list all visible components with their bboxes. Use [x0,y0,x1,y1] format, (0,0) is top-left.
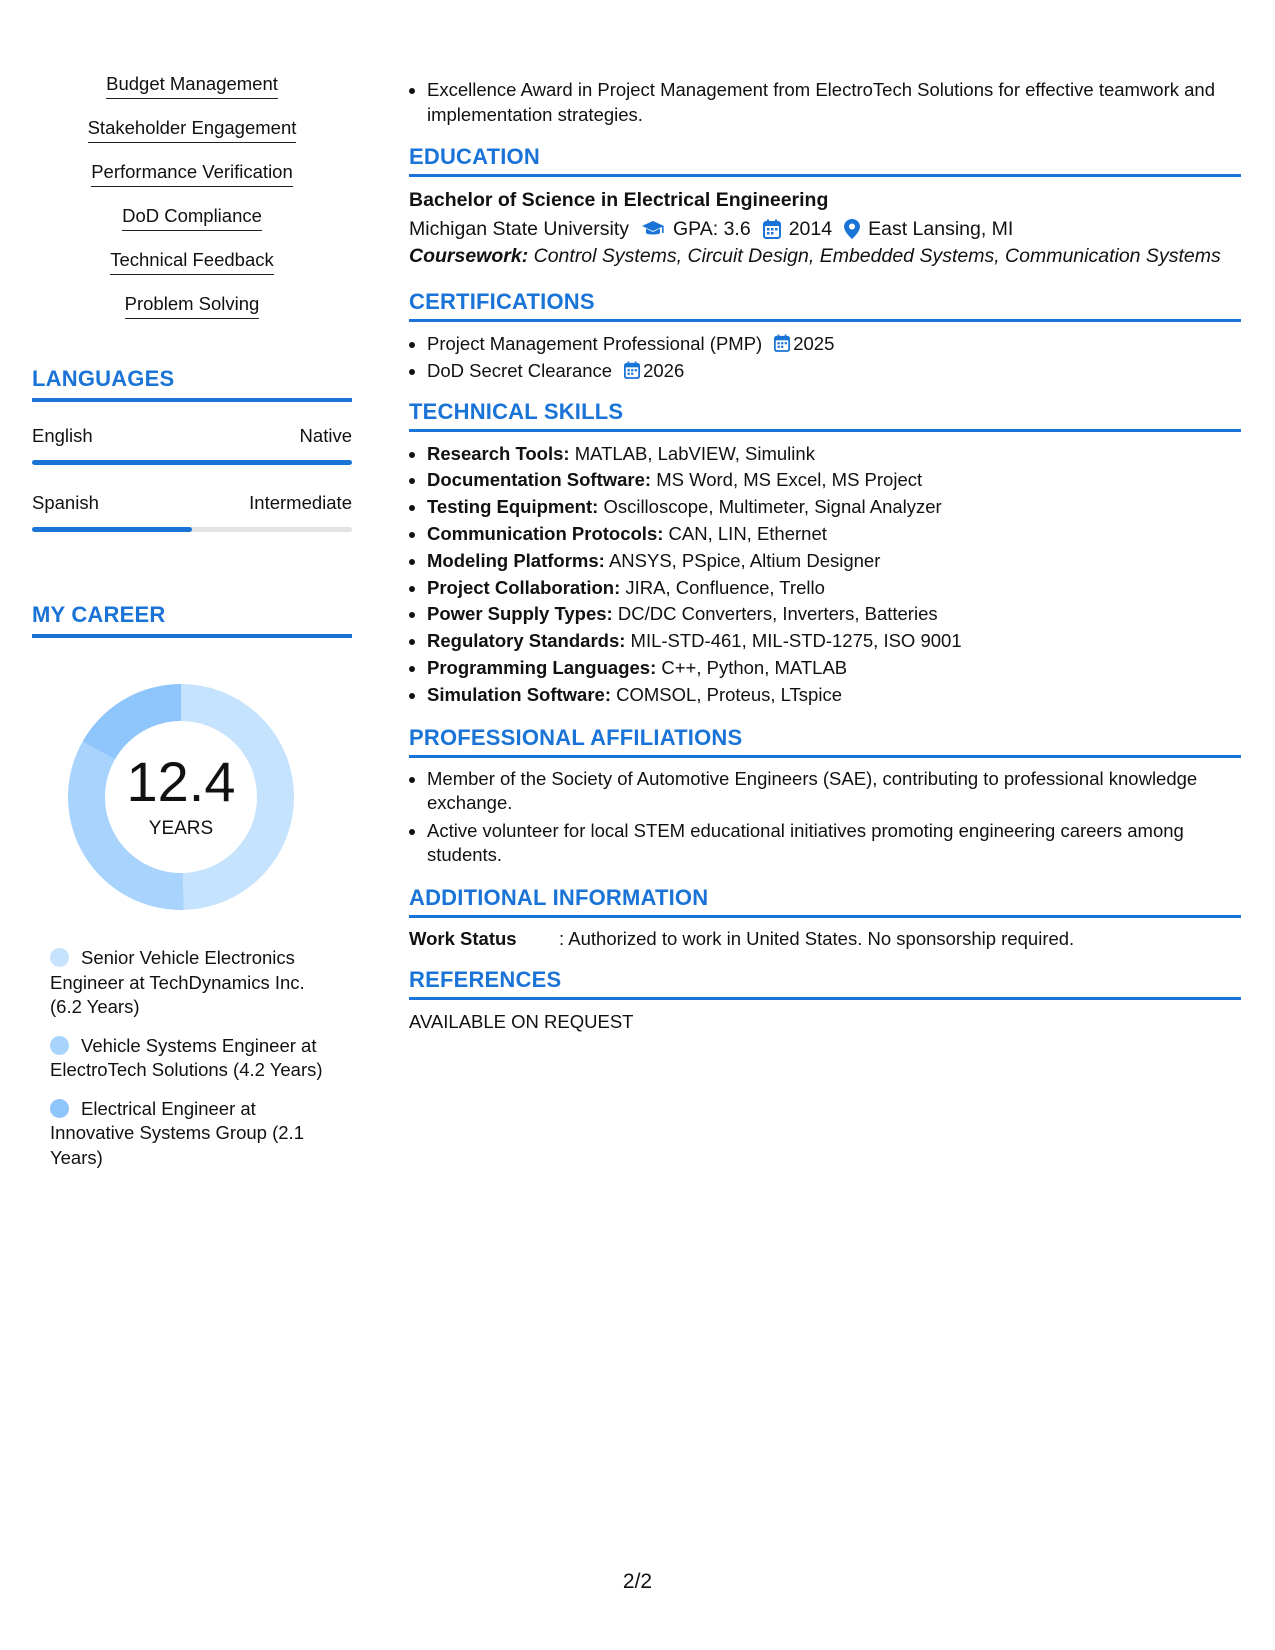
school-name: Michigan State University [409,218,630,240]
affiliations-heading: PROFESSIONAL AFFILIATIONS [409,725,1241,758]
technical-skill-item [427,575,1241,602]
career-donut-center [66,682,296,912]
certifications-heading: CERTIFICATIONS [409,289,1241,322]
education-heading: EDUCATION [409,144,1241,177]
map-pin-icon [844,219,860,239]
technical-skill-item [427,628,1241,655]
skill-label: Programming Languages: [427,656,657,678]
language-bar [32,460,352,465]
left-column [32,72,352,1184]
legend-dot [50,1099,69,1118]
certification-item [427,331,1241,358]
legend-dot [50,948,69,967]
skill-label: Testing Equipment: [427,496,599,518]
career-legend-item [50,1034,340,1083]
skill-value: COMSOL, Proteus, LTspice [616,683,842,705]
certification-year: 2026 [643,359,685,381]
language-bar-fill [32,527,192,532]
language-bar-fill [32,460,352,465]
certification-name: DoD Secret Clearance [427,359,613,381]
technical-skill-item [427,682,1241,709]
language-name: Spanish [32,492,99,513]
graduation-cap-icon [641,219,665,239]
legend-dot [50,1036,69,1055]
coursework [409,244,1241,268]
career-legend-item [50,946,340,1020]
career-legend-text: Senior Vehicle Electronics Engineer at TechDynamics Inc. (6.2 Years) [50,947,305,1017]
certifications-section [409,289,1241,385]
calendar-icon [624,361,640,379]
technical-skills-section [409,399,1241,709]
languages-heading: LANGUAGES [32,366,352,402]
skill-label: Simulation Software: [427,683,611,705]
career-unit: YEARS [148,818,214,839]
additional-info-heading: ADDITIONAL INFORMATION [409,885,1241,918]
skill-value: MIL-STD-461, MIL-STD-1275, ISO 9001 [630,630,962,652]
affiliations-list [409,767,1241,868]
education-section [409,144,1241,268]
technical-skills-list [409,441,1241,709]
career-legend [32,946,340,1170]
career-legend-text: Electrical Engineer at Innovative Systems Group (2.1 Years) [50,1097,304,1168]
page-number: 2/2 [622,1570,653,1593]
skill-value: MATLAB, LabVIEW, Simulink [574,442,815,464]
career-donut [66,682,296,912]
skill-label: Modeling Platforms: [427,549,605,571]
certification-name: Project Management Professional (PMP) [427,333,763,354]
skill-label: Communication Protocols: [427,522,664,544]
awards-list [409,78,1241,127]
calendar-icon [763,219,781,239]
language-level: Intermediate [249,492,352,513]
technical-skill-item [427,467,1241,494]
work-status-row [409,927,1241,951]
school-location: East Lansing, MI [868,218,1014,240]
award-item: • Excellence Award in Project Management from ElectroTech Solutions for effective teamwork and implementation strategies. [427,78,1241,127]
work-status-label: Work Status [409,927,517,949]
education-details [409,214,1241,244]
skill-item: Budget Management [106,72,278,99]
skill-label: Regulatory Standards: [427,630,626,652]
skill-label: Project Collaboration: [427,576,621,598]
technical-skill-item [427,601,1241,628]
affiliations-section [409,725,1241,868]
language-entry [32,424,352,465]
skill-value: CAN, LIN, Ethernet [668,522,827,544]
skill-value: Oscilloscope, Multimeter, Signal Analyzer [603,496,942,518]
additional-info-section [409,885,1241,951]
skill-value: C++, Python, MATLAB [661,656,848,678]
technical-skill-item [427,655,1241,682]
skill-label: Power Supply Types: [427,603,613,625]
certifications-list [409,331,1241,385]
career-legend-text: Vehicle Systems Engineer at ElectroTech Solutions (4.2 Years) [50,1034,323,1080]
calendar-icon [774,334,790,352]
certification-item [427,358,1241,385]
gpa: GPA: 3.6 [673,218,751,240]
skill-label: Documentation Software: [427,469,652,491]
skill-item: Performance Verification [91,160,293,187]
language-level: Native [299,425,352,446]
skill-item: Stakeholder Engagement [88,116,297,143]
degree-title: Bachelor of Science in Electrical Engineering [409,189,829,211]
skill-value: MS Word, MS Excel, MS Project [656,469,923,491]
career-heading: MY CAREER [32,602,352,638]
languages-section [32,366,352,532]
references-heading: REFERENCES [409,967,1241,1000]
certification-year: 2025 [793,333,835,354]
technical-skill-item [427,521,1241,548]
references-text: AVAILABLE ON REQUEST [409,1010,634,1032]
language-name: English [32,425,93,446]
technical-skill-item [427,494,1241,521]
coursework-list: Control Systems, Circuit Design, Embedded Systems, Communication Systems [533,245,1221,267]
skill-item: DoD Compliance [122,204,262,231]
language-entry [32,491,352,532]
skill-label: Research Tools: [427,442,570,464]
skill-value: DC/DC Converters, Inverters, Batteries [617,603,938,625]
right-column [409,78,1241,1034]
career-section [32,602,352,1170]
language-bar [32,527,352,532]
affiliation-item: • Member of the Society of Automotive Engineers (SAE), contributing to professional knowledge exchange. [427,767,1241,816]
career-legend-item [50,1097,340,1171]
coursework-label: Coursework: [409,245,529,267]
skill-value: ANSYS, PSpice, Altium Designer [608,549,881,571]
technical-skill-item [427,548,1241,575]
technical-skill-item [427,441,1241,468]
skill-item: Technical Feedback [110,248,274,275]
career-total: 12.4 [126,750,236,813]
skill-value: JIRA, Confluence, Trello [625,576,825,598]
technical-skills-heading: TECHNICAL SKILLS [409,399,1241,432]
graduation-year: 2014 [788,218,833,240]
work-status-value: : Authorized to work in United States. No sponsorship required. [559,927,1075,949]
skill-item: Problem Solving [125,292,260,319]
skill-list [32,72,352,336]
references-section [409,967,1241,1034]
affiliation-item: • Active volunteer for local STEM educational initiatives promoting engineering careers among students. [427,819,1241,868]
